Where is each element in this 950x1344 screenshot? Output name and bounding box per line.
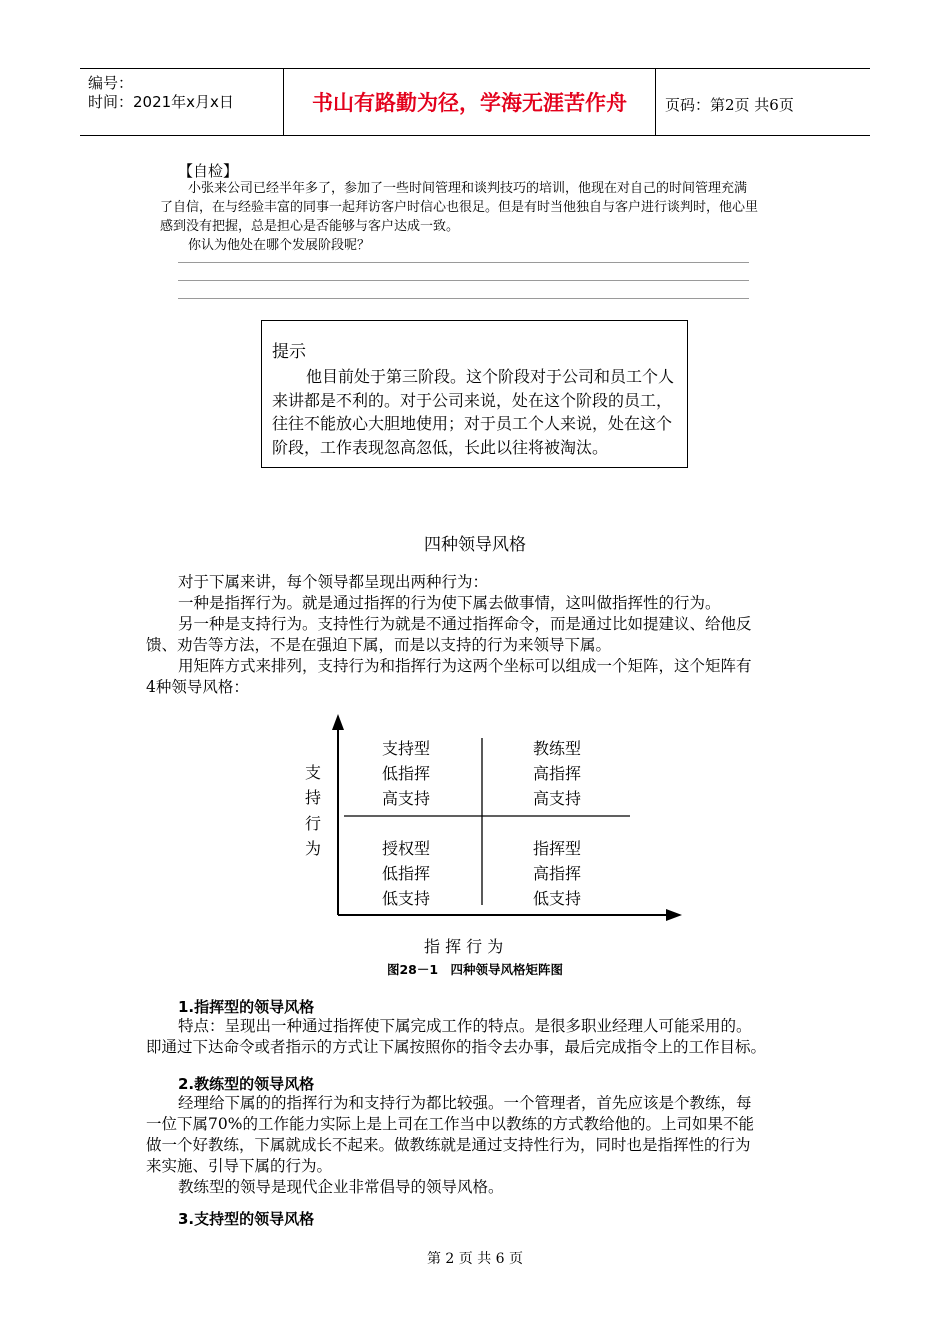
y-axis-label-char-2: 持: [305, 788, 322, 807]
quadrant-top-right-support: 高支持: [533, 789, 582, 808]
section-3-heading: 3.支持型的领导风格: [178, 1210, 315, 1228]
header-bottom-rule: [80, 135, 870, 136]
diagram-caption: 图28－1 四种领导风格矩阵图: [386, 962, 564, 977]
intro-line-6: 4种领导风格：: [146, 678, 249, 696]
self-check-line-3: 感到没有把握，总是担心是否能够与客户达成一致。: [160, 219, 460, 234]
section-1-heading: 1.指挥型的领导风格: [178, 998, 315, 1016]
self-check-title: 【自检】: [178, 162, 239, 180]
y-axis-label-char-1: 支: [305, 763, 322, 782]
header-divider-right: [655, 68, 656, 136]
header-time-label: 时间：2021年x月x日: [88, 93, 234, 111]
hint-body: 他目前处于第三阶段。这个阶段对于公司和员工个人来讲都是不利的。对于公司来说，处在这个阶段的员工，往往不能放心大胆地使用；对于员工个人来说，处在这个阶段，工作表现忽高忽低，长此以往将被淘汰。: [272, 367, 675, 457]
header-top-rule: [80, 68, 870, 69]
section-1-line-1: 特点：呈现出一种通过指挥使下属完成工作的特点。是很多职业经理人可能采用的。: [178, 1017, 752, 1035]
self-check-question: 你认为他处在哪个发展阶段呢？: [188, 238, 371, 253]
y-axis-label-char-3: 行: [305, 814, 322, 833]
intro-line-5: 用矩阵方式来排列，支持行为和指挥行为这两个坐标可以组成一个矩阵，这个矩阵有: [178, 657, 752, 675]
hint-title: 提示: [272, 342, 306, 362]
section-title: 四种领导风格: [424, 535, 526, 555]
intro-line-1: 对于下属来讲，每个领导都呈现出两种行为：: [178, 573, 489, 591]
header-page-info: 页码：第2页 共6页: [665, 96, 794, 114]
section-2-line-2: 一位下属70%的工作能力实际上是上司在工作当中以教练的方式教给他的。上司如果不能: [146, 1115, 754, 1133]
section-2-heading: 2.教练型的领导风格: [178, 1075, 315, 1093]
answer-line-1: [178, 262, 749, 263]
self-check-line-2: 了自信，在与经验丰富的同事一起拜访客户时信心也很足。但是有时当他独自与客户进行谈判时，他心里: [160, 200, 759, 215]
quadrant-top-left-type: 支持型: [382, 739, 431, 758]
header-number-label: 编号：: [88, 74, 134, 92]
quadrant-top-left-support: 高支持: [382, 789, 431, 808]
quadrant-bottom-left-type: 授权型: [382, 839, 431, 858]
self-check-line-1: 小张来公司已经半年多了，参加了一些时间管理和谈判技巧的培训，他现在对自己的时间管理充满: [188, 181, 748, 196]
quadrant-bottom-right-support: 低支持: [533, 889, 582, 908]
section-2-line-4: 来实施、引导下属的行为。: [146, 1157, 333, 1175]
quadrant-bottom-right-direct: 高指挥: [533, 864, 582, 883]
y-axis-arrow-icon: [332, 714, 344, 730]
matrix-axes: [300, 710, 700, 950]
intro-line-4: 馈、劝告等方法，不是在强迫下属，而是以支持的行为来领导下属。: [146, 636, 612, 654]
page-footer: 第 2 页 共 6 页: [426, 1251, 524, 1267]
x-axis-label: 指 挥 行 为: [424, 937, 504, 956]
quadrant-bottom-left-direct: 低指挥: [382, 864, 431, 883]
intro-line-2: 一种是指挥行为。就是通过指挥的行为使下属去做事情，这叫做指挥性的行为。: [178, 594, 721, 612]
quadrant-top-right-direct: 高指挥: [533, 764, 582, 783]
y-axis-label-char-4: 为: [305, 839, 322, 858]
quadrant-bottom-left-support: 低支持: [382, 889, 431, 908]
quadrant-top-right-type: 教练型: [533, 739, 582, 758]
x-axis-arrow-icon: [666, 909, 682, 921]
intro-line-3: 另一种是支持行为。支持性行为就是不通过指挥命令，而是通过比如提建议、给他反: [178, 615, 752, 633]
quadrant-bottom-right-type: 指挥型: [533, 839, 582, 858]
section-2-line-5: 教练型的领导是现代企业非常倡导的领导风格。: [178, 1178, 504, 1196]
section-2-line-1: 经理给下属的的指挥行为和支持行为都比较强。一个管理者，首先应该是个教练，每: [178, 1094, 752, 1112]
section-2-line-3: 做一个好教练，下属就成长不起来。做教练就是通过支持性行为，同时也是指挥性的行为: [146, 1136, 751, 1154]
section-1-line-2: 即通过下达命令或者指示的方式让下属按照你的指令去办事，最后完成指令上的工作目标。: [146, 1038, 767, 1056]
quadrant-top-left-direct: 低指挥: [382, 764, 431, 783]
answer-line-2: [178, 280, 749, 281]
hint-box: [261, 320, 688, 468]
leadership-matrix-diagram: [300, 710, 700, 956]
header-motto: 书山有路勤为径，学海无涯苦作舟: [312, 91, 627, 115]
answer-line-3: [178, 298, 749, 299]
